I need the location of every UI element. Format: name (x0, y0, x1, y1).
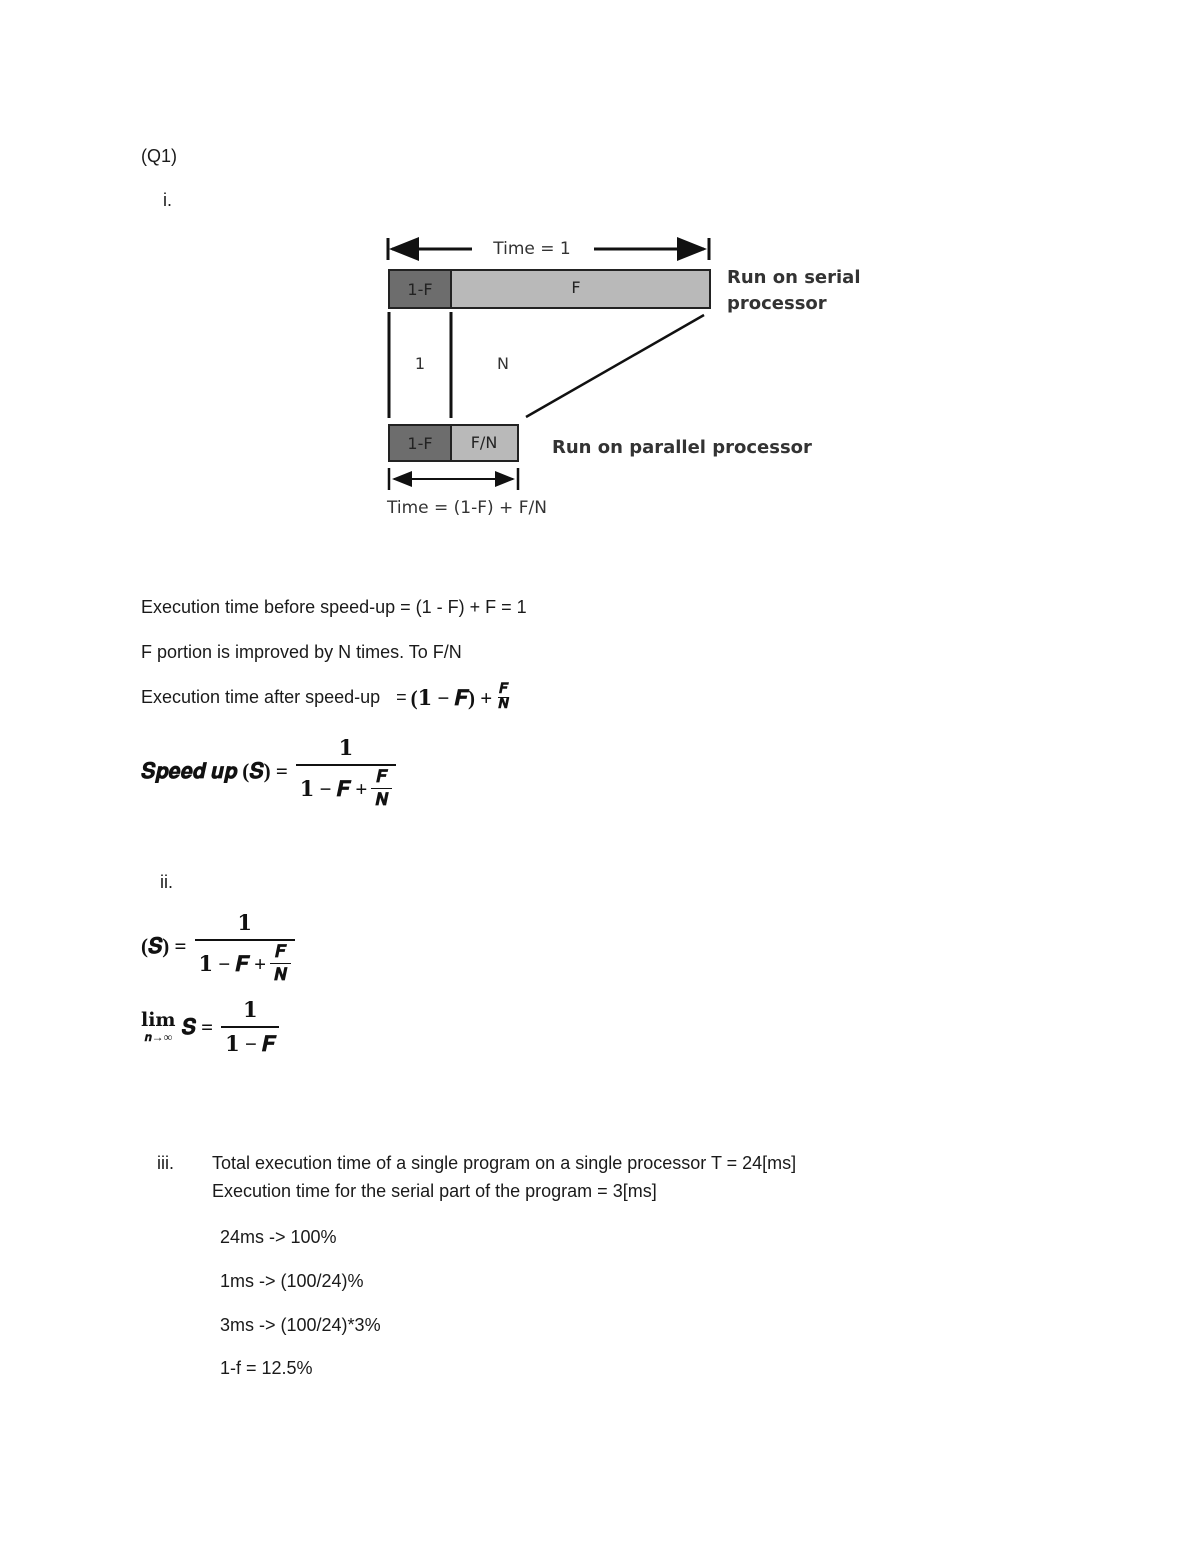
limit-rest: 𝑺 = (181, 1014, 214, 1039)
calc-line-4: 1-f = 12.5% (220, 1358, 313, 1378)
s-den-fraction (270, 944, 291, 983)
s-numerator: 𝟏 (237, 911, 253, 935)
exec-after-equals: = (396, 687, 407, 707)
speedup-formula (141, 735, 396, 808)
speedup-numerator: 𝟏 (338, 736, 354, 760)
calc-line-3: 3ms -> (100/24)*3% (220, 1315, 381, 1335)
s-denominator (195, 939, 295, 983)
exec-after-frac-den: 𝑵 (498, 697, 509, 712)
speedup-den-main: 𝟏 − 𝑭 + (299, 776, 368, 801)
limit-denominator: 𝟏 − 𝑭 (221, 1026, 279, 1057)
speedup-fraction (296, 735, 396, 808)
amdahl-diagram (380, 228, 860, 528)
exec-after-expr: (𝟏 − 𝑭) + (410, 685, 493, 710)
serial-parallel-label: F (571, 278, 581, 297)
s-den-frac-den: 𝑵 (270, 963, 291, 983)
limit-fraction (221, 997, 279, 1057)
middle-span-label: N (497, 354, 509, 373)
speedup-denominator (296, 764, 396, 808)
part-iii-label: iii. (157, 1153, 174, 1173)
serial-serial-label: 1-F (407, 280, 433, 299)
s-formula (141, 910, 295, 983)
exec-after-text: Execution time after speed-up (141, 687, 381, 707)
limit-word: 𝐥𝐢𝐦 (141, 1010, 176, 1031)
speedup-den-fraction (371, 769, 392, 808)
part-i-label: i. (163, 190, 172, 210)
time-top-label: Time = 1 (493, 239, 571, 259)
limit-formula (141, 997, 279, 1057)
exec-after-frac-num: 𝑭 (499, 682, 508, 697)
limit-operator (141, 1011, 176, 1043)
serial-exec-line: Execution time for the serial part of the program = 3[ms] (212, 1181, 657, 1201)
calc-line-2: 1ms -> (100/24)% (220, 1271, 364, 1291)
time-bottom-label: Time = (1-F) + F/N (387, 498, 547, 518)
calc-line-1: 24ms -> 100% (220, 1227, 337, 1247)
exec-after-line (141, 683, 509, 712)
serial-caption-line2: processor (727, 293, 827, 314)
parallel-serial-label: 1-F (407, 434, 433, 453)
serial-caption-line1: Run on serial (727, 267, 860, 288)
speedup-den-frac-num: 𝑭 (376, 767, 388, 786)
diagonal-line (526, 315, 704, 417)
s-den-main: 𝟏 − 𝑭 + (198, 951, 267, 976)
limit-subscript: 𝒏→∞ (144, 1030, 173, 1044)
speedup-den-frac-den: 𝑵 (371, 788, 392, 808)
s-fraction (195, 910, 295, 983)
exec-before-line: Execution time before speed-up = (1 - F) + F = 1 (141, 597, 527, 617)
s-lhs: (𝑺) = (141, 934, 187, 958)
question-label: (Q1) (141, 146, 177, 166)
total-exec-line: Total execution time of a single program on a single processor T = 24[ms] (212, 1153, 797, 1173)
parallel-part-label: F/N (470, 433, 498, 452)
limit-numerator: 𝟏 (242, 998, 258, 1022)
parallel-caption: Run on parallel processor (552, 437, 812, 458)
portion-improved-line: F portion is improved by N times. To F/N (141, 642, 462, 662)
speedup-lhs: 𝑺𝒑𝒆𝒆𝒅 𝒖𝒑 (𝑺) = (141, 759, 288, 783)
exec-after-fraction (498, 683, 509, 712)
part-ii-label: ii. (160, 872, 173, 892)
s-den-frac-num: 𝑭 (275, 942, 286, 961)
left-span-label: 1 (414, 354, 426, 373)
